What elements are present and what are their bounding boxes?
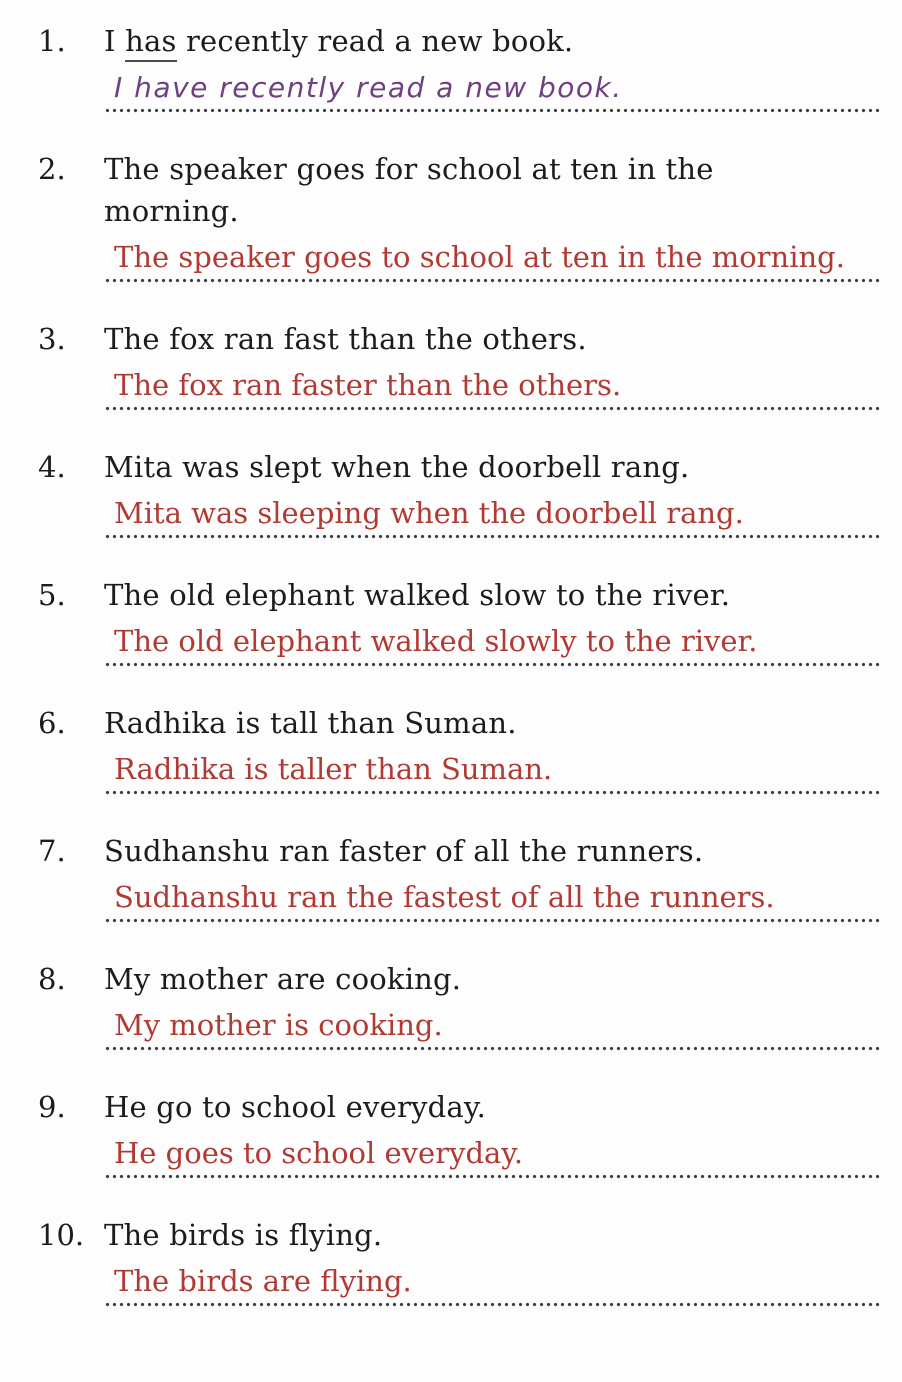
item-sentence: [104, 318, 880, 360]
exercise-item: [38, 830, 880, 923]
item-sentence: [104, 574, 880, 616]
sentence-line: [104, 20, 880, 62]
item-number: 1.: [38, 24, 66, 58]
exercise-item: [38, 148, 880, 283]
answer-line: [104, 918, 880, 923]
item-sentence: [104, 20, 880, 62]
answer-line: [104, 790, 880, 795]
item-content: [104, 318, 880, 411]
answer-line: [104, 1174, 880, 1179]
answer-row: [104, 625, 880, 667]
answer-text: The old elephant walked slowly to the river.: [114, 624, 758, 658]
sentence-line: [104, 830, 880, 872]
item-sentence: [104, 148, 880, 232]
answer-row: [104, 1137, 880, 1179]
item-content: [104, 1214, 880, 1307]
sentence-text: Sudhanshu ran faster of all the runners.: [104, 834, 704, 868]
answer-text: Radhika is taller than Suman.: [114, 752, 553, 786]
answer-line: [104, 1302, 880, 1307]
exercise-item: [38, 20, 880, 113]
answer-text: The fox ran faster than the others.: [114, 368, 622, 402]
sentence-text: The old elephant walked slow to the river.: [104, 578, 731, 612]
item-number: 8.: [38, 962, 66, 996]
item-number: 5.: [38, 578, 66, 612]
item-number: 3.: [38, 322, 66, 356]
item-sentence: [104, 1214, 880, 1256]
answer-text: The speaker goes to school at ten in the morning.: [114, 240, 845, 274]
exercise-item: [38, 1214, 880, 1307]
item-number: 2.: [38, 152, 66, 186]
sentence-line: [104, 190, 880, 232]
exercise-item: [38, 1086, 880, 1179]
answer-line: [104, 278, 880, 283]
answer-line: [104, 534, 880, 539]
answer-text: I have recently read a new book.: [114, 71, 623, 104]
exercise-item: [38, 318, 880, 411]
answer-row: [104, 369, 880, 411]
item-content: [104, 446, 880, 539]
answer-text: My mother is cooking.: [114, 1008, 443, 1042]
item-number: 7.: [38, 834, 66, 868]
answer-line: [104, 108, 880, 113]
exercise-item: [38, 574, 880, 667]
sentence-text: The fox ran fast than the others.: [104, 322, 587, 356]
sentence-line: [104, 318, 880, 360]
sentence-text: My mother are cooking.: [104, 962, 462, 996]
sentence-text: Mita was slept when the doorbell rang.: [104, 450, 690, 484]
item-content: [104, 830, 880, 923]
sentence-text: Radhika is tall than Suman.: [104, 706, 517, 740]
answer-text: The birds are flying.: [114, 1264, 412, 1298]
answer-row: [104, 241, 880, 283]
sentence-line: [104, 574, 880, 616]
answer-row: [104, 497, 880, 539]
sentence-line: [104, 958, 880, 1000]
item-content: [104, 148, 880, 283]
answer-text: He goes to school everyday.: [114, 1136, 524, 1170]
answer-text: Mita was sleeping when the doorbell rang.: [114, 496, 744, 530]
answer-row: [104, 881, 880, 923]
item-content: [104, 958, 880, 1051]
sentence-text: He go to school everyday.: [104, 1090, 487, 1124]
answer-line: [104, 662, 880, 667]
sentence-text: The birds is flying.: [104, 1218, 383, 1252]
answer-text: Sudhanshu ran the fastest of all the runners.: [114, 880, 775, 914]
item-sentence: [104, 1086, 880, 1128]
item-content: [104, 20, 880, 113]
answer-row: [104, 71, 880, 113]
sentence-line: [104, 1086, 880, 1128]
item-sentence: [104, 830, 880, 872]
sentence-text: The speaker goes for school at ten in the: [104, 152, 714, 186]
item-number: 10.: [38, 1218, 85, 1252]
exercise-item: [38, 958, 880, 1051]
item-content: [104, 574, 880, 667]
sentence-text: recently read a new book.: [176, 24, 574, 58]
sentence-text: morning.: [104, 194, 239, 228]
underlined-word: has: [125, 24, 176, 62]
item-content: [104, 1086, 880, 1179]
sentence-line: [104, 702, 880, 744]
sentence-line: [104, 1214, 880, 1256]
item-number: 9.: [38, 1090, 66, 1124]
sentence-line: [104, 446, 880, 488]
answer-row: [104, 1265, 880, 1307]
exercise-item: [38, 446, 880, 539]
item-sentence: [104, 702, 880, 744]
item-content: [104, 702, 880, 795]
item-sentence: [104, 446, 880, 488]
item-sentence: [104, 958, 880, 1000]
item-number: 4.: [38, 450, 66, 484]
answer-line: [104, 1046, 880, 1051]
answer-row: [104, 1009, 880, 1051]
answer-line: [104, 406, 880, 411]
exercise-list: [38, 20, 880, 1307]
item-number: 6.: [38, 706, 66, 740]
answer-row: [104, 753, 880, 795]
exercise-item: [38, 702, 880, 795]
sentence-line: [104, 148, 880, 190]
sentence-text: I: [104, 24, 126, 58]
